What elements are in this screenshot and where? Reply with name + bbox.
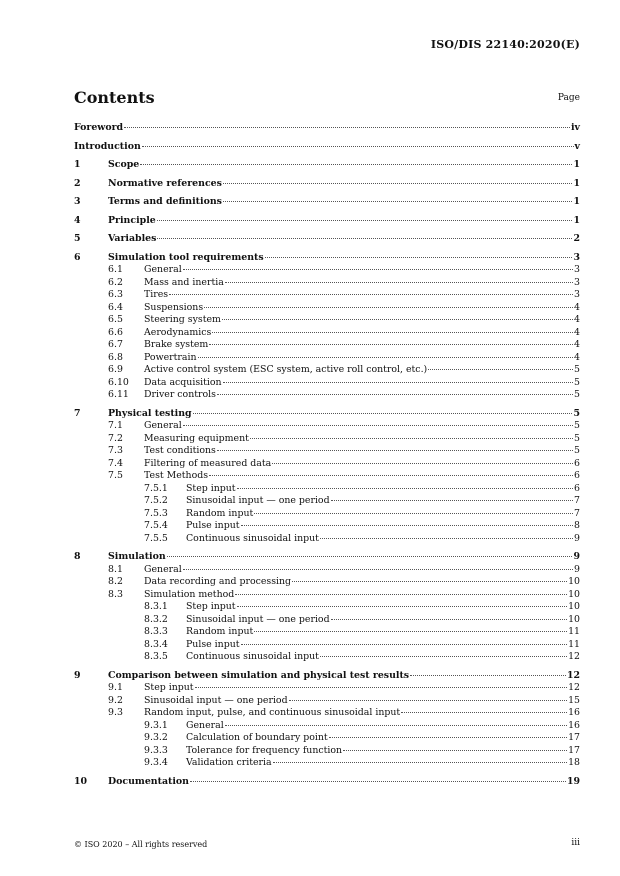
- toc-entry-page: 5: [573, 407, 580, 419]
- toc-entry[interactable]: [74, 289, 580, 301]
- toc-entry-number: 9.3.3: [144, 744, 168, 756]
- toc-entry[interactable]: [74, 601, 580, 613]
- toc-entry-number: 8: [74, 551, 81, 562]
- toc-entry-page: 5: [574, 445, 580, 456]
- dot-leader: [237, 488, 573, 489]
- toc-entry-number: 4: [74, 214, 81, 226]
- page-number: iii: [571, 838, 580, 848]
- toc-entry-title: Powertrain: [144, 351, 197, 363]
- dot-leader: [410, 675, 566, 676]
- toc-entry-page: 4: [574, 326, 580, 338]
- toc-entry-title: Sinusoidal input — one period: [144, 694, 288, 706]
- dot-leader: [428, 369, 573, 370]
- dot-leader: [157, 238, 572, 239]
- toc-entry-title: Sinusoidal input — one period: [186, 495, 330, 506]
- toc-entry[interactable]: [74, 720, 580, 732]
- dot-leader: [292, 581, 567, 582]
- dot-leader: [241, 644, 568, 645]
- toc-entry[interactable]: [74, 196, 580, 208]
- toc-entry-page: 5: [574, 376, 580, 388]
- toc-entry-page: 4: [574, 314, 580, 325]
- dot-leader: [217, 450, 573, 451]
- toc-entry-title: Normative references: [108, 177, 222, 189]
- toc-entry-page: 6: [574, 482, 580, 494]
- contents-heading-row: [74, 88, 580, 108]
- toc-entry[interactable]: [74, 408, 580, 420]
- toc-entry[interactable]: [74, 576, 580, 588]
- toc-entry-title: Step input: [144, 682, 194, 693]
- toc-entry-page: 16: [568, 719, 580, 731]
- toc-entry[interactable]: [74, 745, 580, 757]
- toc-entry-number: 7: [74, 407, 81, 419]
- dot-leader: [183, 425, 573, 426]
- toc-entry[interactable]: [74, 377, 580, 389]
- page-column-label: Page: [557, 93, 580, 103]
- toc-entry-number: 9.3.4: [144, 757, 168, 768]
- toc-entry[interactable]: [74, 470, 580, 482]
- toc-entry[interactable]: [74, 339, 580, 351]
- toc-entry-title: Terms and definitions: [108, 196, 222, 207]
- toc-entry-page: 4: [574, 339, 580, 350]
- toc-entry[interactable]: [74, 252, 580, 264]
- toc-entry-number: 9.3: [108, 707, 123, 718]
- toc-entry-title: Calculation of boundary point: [186, 732, 328, 743]
- toc-entry-number: 6.3: [108, 289, 123, 300]
- toc-entry-title: Validation criteria: [186, 757, 272, 768]
- toc-entry-title: General: [144, 563, 182, 575]
- toc-entry-number: 7.5.3: [144, 507, 168, 519]
- toc-entry-page: 1: [573, 214, 580, 226]
- dot-leader: [241, 525, 574, 526]
- toc-entry-page: 12: [566, 669, 580, 681]
- toc-entry[interactable]: [74, 314, 580, 326]
- toc-entry-number: 7.4: [108, 457, 123, 469]
- toc-entry-page: 3: [573, 251, 580, 263]
- toc-entry-title: Simulation: [108, 551, 166, 562]
- toc-entry-number: 1: [74, 159, 81, 170]
- dot-leader: [167, 556, 573, 557]
- toc-entry-title: Scope: [108, 159, 140, 170]
- toc-entry-number: 7.5.5: [144, 532, 168, 544]
- toc-entry[interactable]: [74, 695, 580, 707]
- toc-entry-title: Foreword: [74, 122, 124, 133]
- toc-entry[interactable]: [74, 732, 580, 744]
- toc-entry[interactable]: [74, 327, 580, 339]
- toc-entry-number: 7.5: [108, 470, 123, 481]
- document-reference: ISO/DIS 22140:2020(E): [430, 38, 580, 51]
- toc-entry-number: 6.5: [108, 314, 123, 325]
- toc-entry-number: 10: [74, 775, 88, 787]
- copyright-notice: © ISO 2020 – All rights reserved: [74, 840, 208, 849]
- dot-leader: [223, 201, 573, 202]
- toc-entry-number: 9.1: [108, 682, 123, 693]
- toc-entry-title: General: [144, 264, 182, 275]
- toc-entry[interactable]: [74, 533, 580, 545]
- toc-entry-number: 2: [74, 177, 81, 189]
- toc-entry[interactable]: [74, 458, 580, 470]
- toc-entry-page: 10: [568, 576, 580, 587]
- toc-entry[interactable]: [74, 614, 580, 626]
- toc-entry-page: 2: [573, 233, 580, 244]
- toc-entry[interactable]: [74, 589, 580, 601]
- toc-entry-page: 17: [568, 744, 580, 756]
- toc-entry-title: Filtering of measured data: [144, 457, 272, 469]
- toc-entry-number: 9.3.2: [144, 732, 168, 743]
- toc-entry-title: Continuous sinusoidal input: [186, 651, 319, 662]
- toc-entry-number: 8.3.4: [144, 638, 168, 650]
- dot-leader: [195, 687, 568, 688]
- dot-leader: [265, 257, 573, 258]
- dot-leader: [237, 606, 568, 607]
- toc-entry-page: 9: [574, 532, 580, 544]
- toc-entry-number: 9.2: [108, 694, 123, 706]
- toc-entry-number: 8.2: [108, 576, 123, 587]
- toc-entry-title: Step input: [186, 601, 236, 612]
- toc-entry[interactable]: [74, 508, 580, 520]
- dot-leader: [169, 294, 573, 295]
- toc-entry-page: 3: [574, 264, 580, 275]
- toc-entry-title: Suspensions: [144, 301, 204, 313]
- dot-leader: [250, 438, 573, 439]
- toc-entry-page: 8: [574, 520, 580, 531]
- toc-entry-title: Test Methods: [144, 470, 209, 481]
- toc-entry-page: 1: [573, 196, 580, 207]
- contents-title: Contents: [74, 88, 155, 107]
- toc-entry-number: 8.3.1: [144, 601, 168, 612]
- toc-entry-page: 9: [574, 563, 580, 575]
- toc-entry-page: 10: [568, 601, 580, 612]
- dot-leader: [343, 750, 567, 751]
- toc-entry-title: Measuring equipment: [144, 432, 249, 444]
- toc-entry-page: 6: [574, 457, 580, 469]
- dot-leader: [190, 781, 566, 782]
- toc-entry[interactable]: [74, 264, 580, 276]
- toc-entry-page: 7: [574, 507, 580, 519]
- toc-entry-page: 5: [574, 389, 580, 400]
- dot-leader: [401, 712, 567, 713]
- dot-leader: [222, 319, 573, 320]
- dot-leader: [225, 725, 567, 726]
- toc-entry[interactable]: [74, 141, 580, 153]
- toc-entry-number: 6: [74, 251, 81, 263]
- toc-entry-number: 8.3.5: [144, 651, 168, 662]
- toc-entry[interactable]: [74, 233, 580, 245]
- toc-entry-title: Physical testing: [108, 407, 192, 419]
- toc-entry-title: Introduction: [74, 140, 141, 152]
- toc-entry-page: 5: [574, 364, 580, 375]
- dot-leader: [254, 513, 573, 514]
- toc-entry-page: 3: [574, 289, 580, 300]
- dot-leader: [331, 500, 573, 501]
- dot-leader: [254, 631, 567, 632]
- toc-entry-number: 7.3: [108, 445, 123, 456]
- toc-entry-page: 4: [574, 301, 580, 313]
- toc-entry[interactable]: [74, 178, 580, 190]
- dot-leader: [124, 127, 570, 128]
- toc-entry[interactable]: [74, 651, 580, 663]
- toc-entry[interactable]: [74, 551, 580, 563]
- toc-entry-page: 7: [574, 495, 580, 506]
- toc-entry[interactable]: [74, 302, 580, 314]
- toc-entry[interactable]: [74, 776, 580, 788]
- toc-entry-number: 6.4: [108, 301, 123, 313]
- dot-leader: [320, 538, 573, 539]
- dot-leader: [209, 475, 573, 476]
- toc-entry-number: 7.2: [108, 432, 123, 444]
- toc-entry-title: Aerodynamics: [144, 326, 212, 338]
- dot-leader: [289, 700, 567, 701]
- toc-entry-title: General: [186, 719, 224, 731]
- toc-entry-number: 8.1: [108, 563, 123, 575]
- toc-entry-page: 11: [568, 638, 580, 650]
- dot-leader: [223, 382, 573, 383]
- toc-entry-title: Random input: [186, 507, 254, 519]
- toc-entry-title: Continuous sinusoidal input: [186, 532, 319, 544]
- toc-entry[interactable]: [74, 215, 580, 227]
- toc-entry[interactable]: [74, 122, 580, 134]
- toc-entry-title: Pulse input: [186, 638, 240, 650]
- toc-entry-title: Comparison between simulation and physical test results: [108, 669, 410, 681]
- toc-entry[interactable]: [74, 757, 580, 769]
- toc-entry-page: 5: [574, 420, 580, 431]
- toc-entry-title: Principle: [108, 214, 156, 226]
- toc-entry[interactable]: [74, 670, 580, 682]
- toc-entry-number: 6.7: [108, 339, 123, 350]
- toc-entry-page: 1: [573, 177, 580, 189]
- toc-entry-title: Tolerance for frequency function: [186, 744, 343, 756]
- toc-entry[interactable]: [74, 483, 580, 495]
- toc-entry[interactable]: [74, 433, 580, 445]
- toc-entry-title: Data recording and processing: [144, 576, 292, 587]
- toc-entry-number: 6.10: [108, 376, 129, 388]
- dot-leader: [331, 619, 567, 620]
- dot-leader: [198, 357, 574, 358]
- toc-entry-page: 12: [568, 651, 580, 662]
- toc-entry-title: Step input: [186, 482, 236, 494]
- toc-entry-page: 11: [568, 626, 580, 637]
- toc-entry-number: 8.3: [108, 588, 123, 600]
- dot-leader: [273, 762, 567, 763]
- toc-entry-title: Random input: [186, 626, 254, 637]
- toc-entry[interactable]: [74, 420, 580, 432]
- toc-entry-page: 10: [568, 588, 580, 600]
- dot-leader: [272, 463, 573, 464]
- toc-entry[interactable]: [74, 520, 580, 532]
- toc-entry[interactable]: [74, 352, 580, 364]
- toc-entry-number: 6.1: [108, 264, 123, 275]
- dot-leader: [217, 394, 573, 395]
- toc-entry-page: 18: [568, 757, 580, 768]
- dot-leader: [320, 656, 567, 657]
- toc-entry[interactable]: [74, 445, 580, 457]
- toc-entry-page: 9: [573, 551, 580, 562]
- toc-entry-title: Pulse input: [186, 520, 240, 531]
- toc-entry-number: 5: [74, 233, 81, 244]
- toc-entry-number: 6.9: [108, 364, 123, 375]
- toc-entry[interactable]: [74, 364, 580, 376]
- toc-entry-title: Documentation: [108, 775, 189, 787]
- toc-entry-title: Driver controls: [144, 389, 216, 400]
- toc-entry-page: 16: [568, 707, 580, 718]
- toc-entry-page: v: [574, 140, 580, 152]
- toc-entry-number: 3: [74, 196, 81, 207]
- toc-entry-title: Steering system: [144, 314, 221, 325]
- toc-entry-title: Tires: [144, 289, 169, 300]
- toc-entry-title: Mass and inertia: [144, 276, 224, 288]
- toc-entry-number: 9: [74, 669, 81, 681]
- dot-leader: [142, 146, 574, 147]
- toc-entry[interactable]: [74, 159, 580, 171]
- toc-entry-number: 6.8: [108, 351, 123, 363]
- toc-entry[interactable]: [74, 682, 580, 694]
- toc-entry-page: 19: [566, 775, 580, 787]
- dot-leader: [157, 220, 573, 221]
- toc-entry-number: 6.2: [108, 276, 123, 288]
- toc-entry-number: 7.1: [108, 420, 123, 431]
- toc-entry-number: 8.3.2: [144, 613, 168, 625]
- dot-leader: [140, 164, 572, 165]
- dot-leader: [329, 737, 567, 738]
- toc-entry[interactable]: [74, 495, 580, 507]
- toc-entry-title: Random input, pulse, and continuous sinusoidal input: [144, 707, 401, 718]
- dot-leader: [235, 594, 567, 595]
- toc-entry-number: 7.5.1: [144, 482, 168, 494]
- toc-entry-title: Active control system (ESC system, active roll control, etc.): [144, 364, 428, 375]
- toc-entry-title: Test conditions: [144, 445, 216, 456]
- dot-leader: [183, 569, 573, 570]
- toc-entry-number: 6.11: [108, 389, 129, 400]
- dot-leader: [193, 413, 573, 414]
- toc-entry-title: General: [144, 420, 182, 431]
- toc-entry-page: 4: [574, 351, 580, 363]
- toc-entry-page: 12: [568, 682, 580, 693]
- toc-entry-number: 9.3.1: [144, 719, 168, 731]
- toc-entry-title: Data acquisition: [144, 376, 222, 388]
- toc-entry[interactable]: [74, 626, 580, 638]
- toc-entry-title: Brake system: [144, 339, 209, 350]
- toc-entry-number: 6.6: [108, 326, 123, 338]
- toc-entry-title: Sinusoidal input — one period: [186, 613, 330, 625]
- toc-entry-page: 15: [568, 694, 580, 706]
- toc-entry-title: Simulation tool requirements: [108, 251, 264, 263]
- toc-entry-page: 3: [574, 276, 580, 288]
- dot-leader: [183, 269, 573, 270]
- toc-entry-page: 17: [568, 732, 580, 743]
- toc-entry[interactable]: [74, 389, 580, 401]
- toc-entry[interactable]: [74, 639, 580, 651]
- toc-entry-title: Variables: [108, 233, 157, 244]
- toc-entry-title: Simulation method: [144, 588, 235, 600]
- dot-leader: [204, 307, 573, 308]
- toc-entry-number: 7.5.2: [144, 495, 168, 506]
- toc-entry[interactable]: [74, 707, 580, 719]
- toc-entry-page: 1: [573, 159, 580, 170]
- toc-entry[interactable]: [74, 564, 580, 576]
- toc-entry-number: 8.3.3: [144, 626, 168, 637]
- dot-leader: [225, 282, 573, 283]
- toc-entry-page: 5: [574, 432, 580, 444]
- toc-entry-page: iv: [570, 122, 580, 133]
- toc-entry-page: 6: [574, 470, 580, 481]
- toc-entry-number: 7.5.4: [144, 520, 168, 531]
- dot-leader: [212, 332, 573, 333]
- dot-leader: [209, 344, 573, 345]
- toc-entry[interactable]: [74, 277, 580, 289]
- toc-entry-page: 10: [568, 613, 580, 625]
- dot-leader: [223, 183, 573, 184]
